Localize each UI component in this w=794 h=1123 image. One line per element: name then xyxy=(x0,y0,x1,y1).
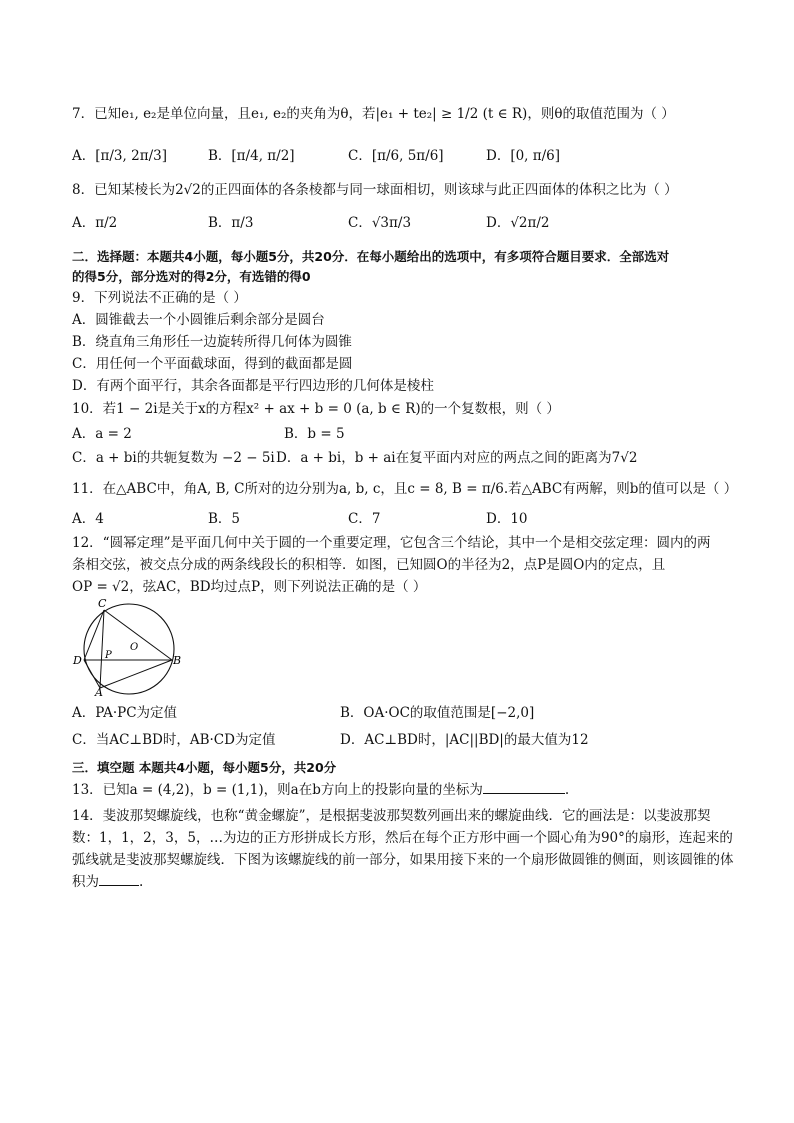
q11-stem: 11．在△ABC中，角A, B, C所对的边分别为a, b, c，且c = 8, B = π/6.若△ABC有两解，则b的值可以是（ ） xyxy=(72,481,738,497)
label-p: P xyxy=(105,650,112,661)
section-2-heading-line2: 的得5分，部分选对的得2分，有选错的得0 xyxy=(72,269,311,284)
q7-option-c: C．[π/6, 5π/6] xyxy=(348,148,444,164)
label-c: C xyxy=(98,597,107,610)
q7-stem: 7．已知e₁, e₂是单位向量，且e₁, e₂的夹角为θ，若|e₁ + te₂| ≥ 1/2 (t ∈ R)，则θ的取值范围为（ ） xyxy=(72,106,675,122)
q7-option-d: D．[0, π/6] xyxy=(486,148,561,164)
q8-option-d: D．√2π/2 xyxy=(486,215,550,231)
section-3-heading: 三．填空题 本题共4小题，每小题5分，共20分 xyxy=(72,760,337,775)
chord-ac xyxy=(100,610,104,688)
q13-text: 13．已知a = (4,2)，b = (1,1)，则a在b方向上的投影向量的坐标为 xyxy=(72,782,483,798)
q10-option-d: D．a + bi，b + ai在复平面内对应的两点之间的距离为7√2 xyxy=(276,450,638,466)
q12-option-b: B．OA·OC的取值范围是[−2,0] xyxy=(340,705,535,721)
label-a: A xyxy=(95,686,103,696)
q12-text-line2: 条相交弦，被交点分成的两条线段长的积相等．如图，已知圆O的半径为2，点P是圆O内的定点，且 xyxy=(72,557,666,573)
q8-option-a: A．π/2 xyxy=(72,215,118,231)
q9-option-c: C．用任何一个平面截球面，得到的截面都是圆 xyxy=(72,356,353,372)
q10-option-b: B．b = 5 xyxy=(284,426,345,442)
q8-stem: 8．已知某棱长为2√2的正四面体的各条棱都与同一球面相切，则该球与此正四面体的体积之比为（ ） xyxy=(72,182,678,198)
q9-option-b: B．绕直角三角形任一边旋转所得几何体为圆锥 xyxy=(72,334,352,350)
q9-option-d: D．有两个面平行，其余各面都是平行四边形的几何体是棱柱 xyxy=(72,378,434,394)
q12-option-c: C．当AC⊥BD时，AB·CD为定值 xyxy=(72,732,276,748)
q12-option-a: A．PA·PC为定值 xyxy=(72,705,178,721)
q9-option-a: A．圆锥截去一个小圆锥后剩余部分是圆台 xyxy=(72,312,325,328)
q13-end: . xyxy=(564,782,570,798)
label-o: O xyxy=(130,642,139,653)
segment-da xyxy=(84,660,100,688)
section-2-heading-line1: 二．选择题：本题共4小题，每小题5分，共20分．在每小题给出的选项中，有多项符合题目要求．全部选对 xyxy=(72,249,670,264)
q8-option-b: B．π/3 xyxy=(208,215,254,231)
q7-option-b: B．[π/4, π/2] xyxy=(208,148,295,164)
q10-stem: 10．若1 − 2i是关于x的方程x² + ax + b = 0 (a, b ∈ R)的一个复数根，则（ ） xyxy=(72,401,560,417)
q12-text-line1: 12．“圆幂定理”是平面几何中关于圆的一个重要定理，它包含三个结论，其中一个是相交弦定理：圆内的两 xyxy=(72,535,711,551)
circle-diagram-svg xyxy=(72,596,184,696)
q11-option-d: D．10 xyxy=(486,511,528,527)
q11-option-c: C．7 xyxy=(348,511,381,527)
q14-end: . xyxy=(139,874,144,890)
q8-option-c: C．√3π/3 xyxy=(348,215,412,231)
q13 xyxy=(72,779,734,800)
q9-stem: 9．下列说法不正确的是（ ） xyxy=(72,290,247,306)
q12-text-line3: OP = √2，弦AC，BD均过点P，则下列说法正确的是（ ） xyxy=(72,579,427,595)
q10-option-a: A．a = 2 xyxy=(72,426,132,442)
q13-answer-blank[interactable] xyxy=(483,779,565,794)
q14 xyxy=(72,805,734,893)
q10-option-c: C．a + bi的共轭复数为 −2 − 5i xyxy=(72,450,275,466)
circle-o xyxy=(84,604,174,694)
q12-option-d: D．AC⊥BD时，|AC||BD|的最大值为12 xyxy=(340,732,589,748)
segment-cd xyxy=(84,610,104,660)
q7-option-a: A．[π/3, 2π/3] xyxy=(72,148,167,164)
q14-text: 14．斐波那契螺旋线，也称“黄金螺旋”，是根据斐波那契数列画出来的螺旋曲线．它的画法是：以斐波那契数：1，1，2，3，5，…为边的正方形拼成长方形，然后在每个正方形中画一个圆心角为90°的扇形，连起来的弧线就是斐波那契螺旋线．下图为该螺旋线的前一部分，如果用接下来的一个扇形做圆锥的侧面，则该圆锥的体积为 xyxy=(72,808,734,890)
q11-option-a: A．4 xyxy=(72,511,104,527)
q11-option-b: B．5 xyxy=(208,511,241,527)
q14-answer-blank[interactable] xyxy=(99,871,139,886)
segment-ab xyxy=(100,660,172,688)
circle-diagram xyxy=(72,596,184,696)
label-d: D xyxy=(73,654,82,667)
label-b: B xyxy=(173,654,182,667)
